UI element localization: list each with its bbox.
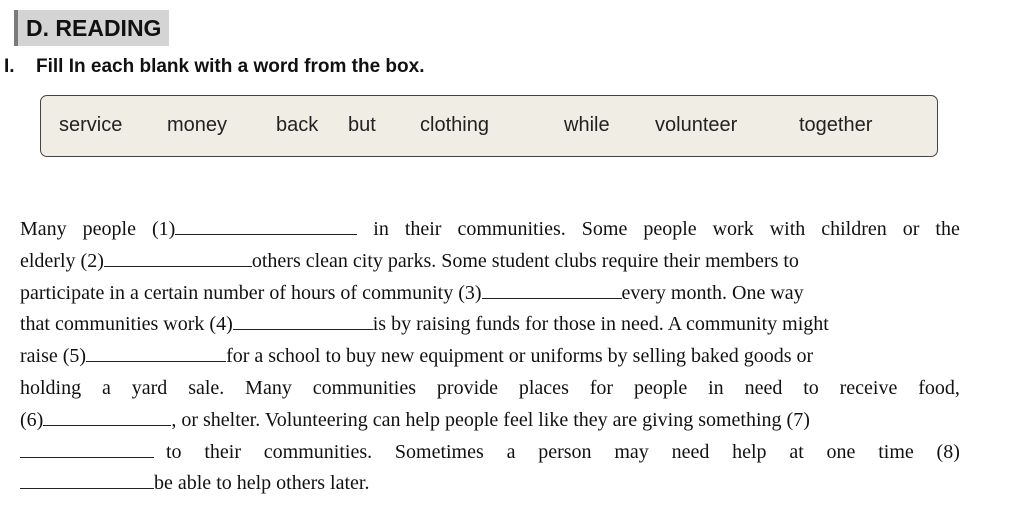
passage-word: with <box>769 218 806 240</box>
blank-8[interactable] <box>20 468 154 489</box>
instruction-text: Fill In each blank with a word from the box. <box>36 56 425 77</box>
passage-line <box>20 468 960 500</box>
word-box-item: volunteer <box>655 114 738 136</box>
passage-word: communities. <box>263 440 373 463</box>
passage-word: the <box>935 218 960 240</box>
passage-word: communities. <box>457 218 566 240</box>
word-box-item: service <box>59 114 123 136</box>
passage-text: raise (5) <box>20 345 87 368</box>
passage-line <box>20 309 960 341</box>
passage-text: be able to help others later. <box>154 472 370 495</box>
passage-word: children <box>821 218 887 240</box>
passage-word: person <box>538 440 592 463</box>
passage-word: people <box>82 218 136 240</box>
passage-text: is by raising funds for those in need. A community might <box>372 313 829 336</box>
passage-word: or <box>902 218 920 240</box>
passage-word: may <box>614 440 649 463</box>
passage-word: Many <box>20 218 67 240</box>
passage-word: places <box>518 376 569 399</box>
reading-passage <box>20 214 960 500</box>
passage-word: their <box>204 440 241 463</box>
passage-word: people <box>643 218 697 240</box>
passage-line <box>20 405 960 437</box>
passage-word: for <box>589 376 614 399</box>
passage-word: yard <box>131 376 168 399</box>
passage-word: to <box>20 437 182 469</box>
passage-word: communities <box>312 376 417 399</box>
passage-line <box>20 373 960 405</box>
blank-6[interactable] <box>43 405 171 426</box>
passage-line <box>20 214 960 246</box>
passage-word: need <box>744 376 783 399</box>
passage-line <box>20 246 960 278</box>
passage-word: provide <box>436 376 498 399</box>
passage-word: one <box>826 440 856 463</box>
passage-text: that communities work (4) <box>20 313 233 336</box>
word-box-item: clothing <box>420 114 489 136</box>
word-box-item: but <box>348 114 376 136</box>
word-box-item: while <box>564 114 610 136</box>
passage-word: work <box>712 218 754 240</box>
passage-word: receive <box>839 376 898 399</box>
passage-word: holding <box>20 376 82 399</box>
passage-word: a <box>102 376 111 399</box>
passage-word: Sometimes <box>394 440 484 463</box>
passage-line <box>20 341 960 373</box>
passage-text: every month. One way <box>621 281 804 304</box>
passage-text: others clean city parks. Some student clubs require their members to <box>251 249 799 272</box>
passage-word: in <box>373 218 389 240</box>
passage-word: time <box>878 440 914 463</box>
word-box <box>40 95 938 157</box>
passage-text: (6) <box>20 408 44 431</box>
passage-word: sale. <box>188 376 225 399</box>
passage-line <box>20 437 960 469</box>
instruction-number: I. <box>4 56 15 77</box>
passage-word: their <box>404 218 442 240</box>
blank-5[interactable] <box>86 341 226 362</box>
passage-word: to <box>803 376 819 399</box>
word-box-item: together <box>799 114 873 136</box>
passage-word: people <box>633 376 688 399</box>
word-box-item: back <box>276 114 319 136</box>
passage-word: help <box>732 440 767 463</box>
passage-word: a <box>506 440 516 463</box>
passage-word: in <box>708 376 724 399</box>
blank-3[interactable] <box>482 278 622 299</box>
blank-4[interactable] <box>233 309 373 330</box>
passage-word: (8) <box>936 440 960 463</box>
passage-word: (1) <box>152 214 357 246</box>
passage-word: Many <box>245 376 292 399</box>
blank-2[interactable] <box>104 246 252 267</box>
instruction <box>4 56 425 78</box>
passage-word: food, <box>918 376 960 399</box>
passage-line <box>20 278 960 310</box>
blank-1[interactable] <box>175 214 357 235</box>
blank-7[interactable] <box>20 437 154 458</box>
passage-text: elderly (2) <box>20 249 104 272</box>
passage-word: Some <box>581 218 628 240</box>
section-title: D. READING <box>14 10 169 46</box>
passage-word: at <box>789 440 804 463</box>
passage-text: for a school to buy new equipment or uniforms by selling baked goods or <box>226 345 814 368</box>
passage-text: participate in a certain number of hours of community (3) <box>20 281 482 304</box>
passage-word: need <box>671 440 710 463</box>
passage-text: , or shelter. Volunteering can help people feel like they are giving something (7) <box>171 408 810 431</box>
word-box-item: money <box>167 114 228 136</box>
